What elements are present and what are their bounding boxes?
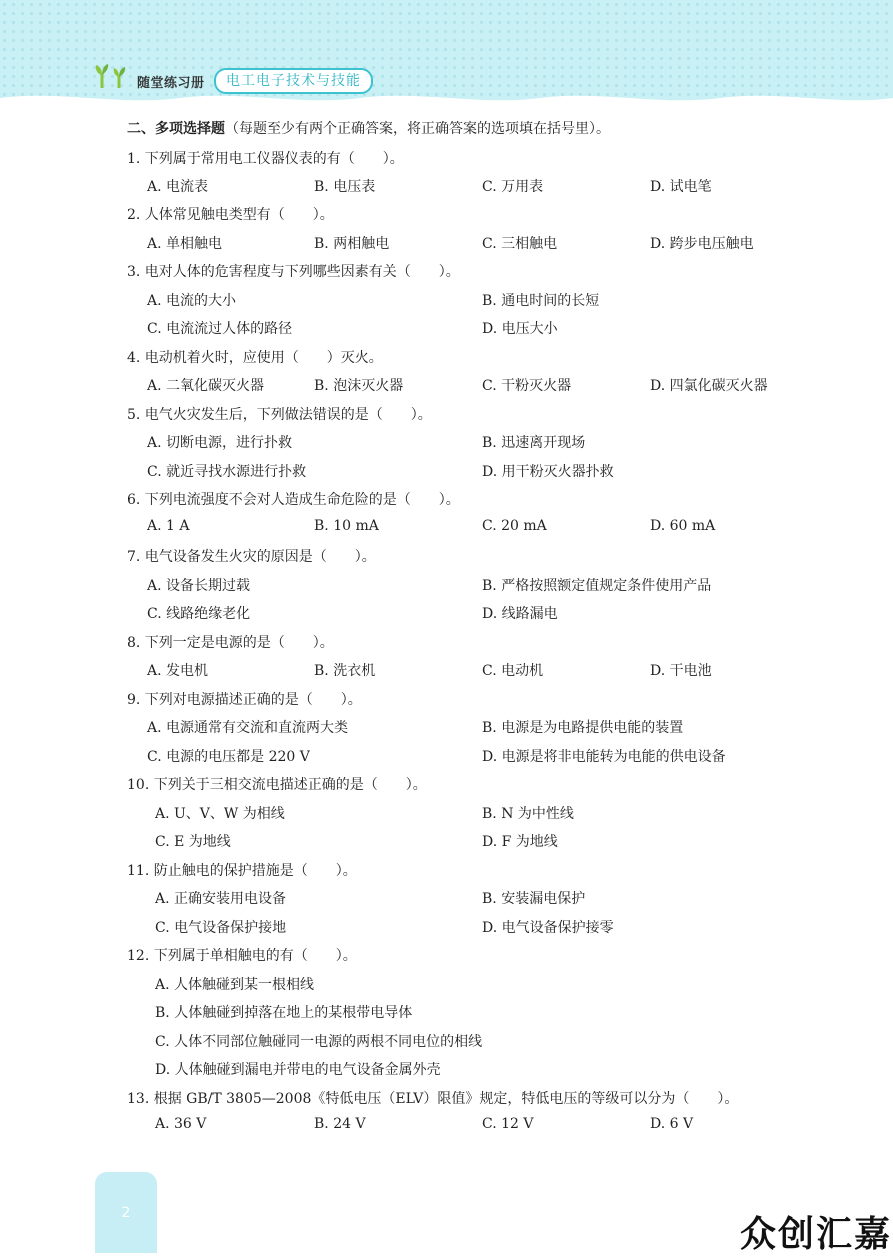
question-stem: 3. 电对人体的危害程度与下列哪些因素有关（ ）。 [127, 264, 460, 280]
option-c: C. 20 mA [482, 518, 547, 534]
option-a: A. 电流表 [147, 179, 209, 195]
option-c: C. 电流流过人体的路径 [147, 321, 293, 337]
option-a: A. 切断电源，进行扑救 [147, 435, 293, 451]
option-d: D. 电源是将非电能转为电能的供电设备 [482, 749, 726, 765]
option-a: A. 设备长期过载 [147, 578, 251, 594]
option-a: A. 单相触电 [147, 236, 223, 252]
option-d: D. 试电笔 [650, 179, 712, 195]
option-b: B. N 为中性线 [482, 806, 574, 822]
option-c: C. E 为地线 [155, 834, 231, 850]
option-b: B. 迅速离开现场 [482, 435, 586, 451]
option-a: A. 电流的大小 [147, 293, 237, 309]
page-number-tab [95, 1172, 157, 1253]
section-instruction: （每题至少有两个正确答案，将正确答案的选项填在括号里）。 [225, 121, 610, 137]
section-title: 二、多项选择题 [127, 121, 225, 137]
option-d: D. 线路漏电 [482, 606, 558, 622]
option-c: C. 电气设备保护接地 [155, 920, 287, 936]
option-a: A. 发电机 [147, 663, 209, 679]
option-c: C. 万用表 [482, 179, 544, 195]
option-d: D. 电压大小 [482, 321, 558, 337]
option-b: B. 两相触电 [314, 236, 390, 252]
question-stem: 1. 下列属于常用电工仪器仪表的有（ ）。 [127, 151, 404, 167]
option-d: D. 干电池 [650, 663, 712, 679]
option-c: C. 就近寻找水源进行扑救 [147, 464, 307, 480]
option-b: B. 电压表 [314, 179, 376, 195]
option-a: A. U、V、W 为相线 [155, 806, 285, 822]
question-stem: 13. 根据 GB/T 3805—2008《特低电压（ELV）限值》规定，特低电压的等级可以分为（ ）。 [127, 1091, 739, 1107]
question-stem: 6. 下列电流强度不会对人造成生命危险的是（ ）。 [127, 492, 460, 508]
option-a: A. 1 A [147, 518, 190, 534]
option-b: B. 人体触碰到掉落在地上的某根带电导体 [155, 1005, 413, 1021]
option-b: B. 泡沫灭火器 [314, 378, 404, 394]
option-c: C. 12 V [482, 1116, 534, 1132]
option-d: D. 人体触碰到漏电并带电的电气设备金属外壳 [155, 1062, 441, 1078]
option-c: C. 三相触电 [482, 236, 558, 252]
option-d: D. 6 V [650, 1116, 694, 1132]
header-wave [0, 86, 893, 116]
option-c: C. 线路绝缘老化 [147, 606, 251, 622]
option-b: B. 10 mA [314, 518, 379, 534]
option-b: B. 24 V [314, 1116, 366, 1132]
question-stem: 10. 下列关于三相交流电描述正确的是（ ）。 [127, 777, 427, 793]
question-stem: 8. 下列一定是电源的是（ ）。 [127, 635, 334, 651]
question-stem: 4. 电动机着火时，应使用（ ）灭火。 [127, 350, 383, 366]
sprout-icon [94, 62, 130, 90]
series-title: 随堂练习册 [137, 76, 205, 91]
question-stem: 12. 下列属于单相触电的有（ ）。 [127, 948, 357, 964]
option-d: D. 电气设备保护接零 [482, 920, 614, 936]
option-b: B. 洗衣机 [314, 663, 376, 679]
option-c: C. 电源的电压都是 220 V [147, 749, 310, 765]
option-d: D. 四氯化碳灭火器 [650, 378, 768, 394]
question-stem: 7. 电气设备发生火灾的原因是（ ）。 [127, 549, 376, 565]
option-d: D. F 为地线 [482, 834, 558, 850]
question-stem: 2. 人体常见触电类型有（ ）。 [127, 207, 334, 223]
option-b: B. 通电时间的长短 [482, 293, 600, 309]
book-title-badge: 电工电子技术与技能 [214, 68, 373, 94]
option-a: A. 电源通常有交流和直流两大类 [147, 720, 349, 736]
option-c: C. 电动机 [482, 663, 544, 679]
option-b: B. 电源是为电路提供电能的装置 [482, 720, 684, 736]
option-d: D. 60 mA [650, 518, 716, 534]
section-heading [127, 118, 610, 138]
question-stem: 5. 电气火灾发生后，下列做法错误的是（ ）。 [127, 407, 432, 423]
option-d: D. 跨步电压触电 [650, 236, 754, 252]
option-b: B. 严格按照额定值规定条件使用产品 [482, 578, 712, 594]
option-c: C. 干粉灭火器 [482, 378, 572, 394]
option-d: D. 用干粉灭火器扑救 [482, 464, 614, 480]
page-number: 2 [121, 1205, 131, 1221]
option-a: A. 36 V [155, 1116, 207, 1132]
option-a: A. 正确安装用电设备 [155, 891, 287, 907]
option-a: A. 人体触碰到某一根相线 [155, 977, 315, 993]
watermark: 众创汇嘉 [740, 1214, 893, 1255]
option-b: B. 安装漏电保护 [482, 891, 586, 907]
question-stem: 11. 防止触电的保护措施是（ ）。 [127, 863, 357, 879]
option-c: C. 人体不同部位触碰同一电源的两根不同电位的相线 [155, 1034, 483, 1050]
question-stem: 9. 下列对电源描述正确的是（ ）。 [127, 692, 362, 708]
option-a: A. 二氧化碳灭火器 [147, 378, 265, 394]
